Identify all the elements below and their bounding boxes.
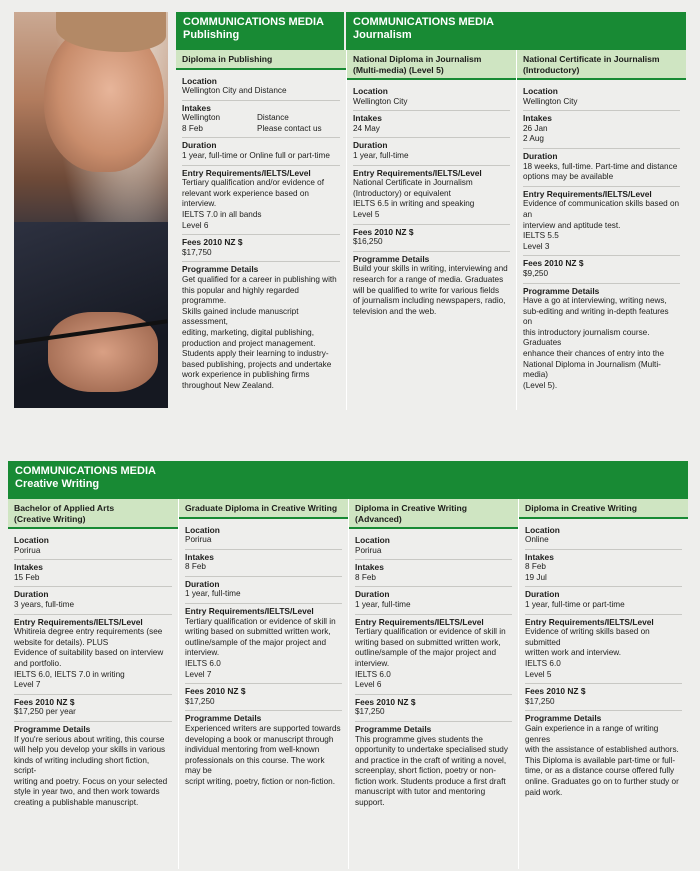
header-line2: Journalism [353, 29, 412, 41]
programme-title: Diploma in Creative Writing [519, 499, 688, 519]
duration-field [182, 138, 340, 165]
field-value: 8 Feb [355, 572, 376, 582]
fees-field [525, 684, 682, 711]
duration-field [353, 138, 510, 165]
header-line1: COMMUNICATIONS MEDIA [15, 465, 156, 477]
field-label: Intakes [185, 551, 214, 562]
field-value: National Certificate in Journalism (Introductory) or equivalent IELTS 6.5 in writing and speaking Level 5 [353, 178, 475, 219]
intakes-field [185, 550, 342, 577]
field-label: Duration [185, 578, 220, 589]
field-label: Entry Requirements/IELTS/Level [353, 167, 482, 178]
location-field [353, 84, 510, 111]
field-value: Evidence of writing skills based on submitted written work and interview. IELTS 6.0 Level 5 [525, 627, 650, 679]
field-label: Entry Requirements/IELTS/Level [355, 616, 484, 627]
duration-field [185, 577, 342, 604]
field-label: Entry Requirements/IELTS/Level [185, 606, 314, 617]
field-label: Programme Details [14, 723, 91, 734]
details-field [185, 711, 342, 790]
field-value: If you're serious about writing, this course will help you develop your skills in various kinds of writing including short fiction, script- writing and poetry. Focus on your selected style in year two, and then work towards creating a publishable manuscript. [14, 734, 168, 808]
details-field [525, 711, 682, 801]
field-value: Gain experience in a range of writing genres with the assistance of established authors. This Diploma is available part-time or full- time, or as a distance course offered fully online. Graduates go on to further study or paid work. [525, 724, 679, 797]
field-value: Wellington City and Distance [182, 86, 287, 96]
field-value: 24 May [353, 123, 380, 133]
field-value: Wellington City [353, 96, 408, 106]
entry-field [14, 615, 172, 695]
fees-field [523, 256, 680, 283]
intakes-field [523, 111, 680, 149]
header-line1: COMMUNICATIONS MEDIA [183, 16, 324, 28]
entry-field [523, 187, 680, 257]
programme-title: Bachelor of Applied Arts (Creative Writing) [8, 499, 178, 529]
publishing-header [176, 12, 344, 50]
field-value: Evidence of communication skills based on an interview and aptitude test. IELTS 5.5 Level 3 [523, 199, 680, 251]
fees-field [185, 684, 342, 711]
programme-title: Diploma in Publishing [176, 50, 346, 70]
fees-field [182, 235, 340, 262]
field-value: $17,250 per year [14, 707, 76, 717]
fees-field [14, 695, 172, 722]
field-label: Intakes [353, 113, 382, 124]
field-label: Entry Requirements/IELTS/Level [14, 616, 143, 627]
field-label: Fees 2010 NZ $ [14, 696, 75, 707]
location-field [525, 523, 682, 550]
field-value: Online [525, 535, 549, 545]
field-value: $17,250 [525, 696, 555, 706]
field-label: Entry Requirements/IELTS/Level [525, 616, 654, 627]
programme-column [178, 499, 348, 869]
details-field [14, 722, 172, 812]
field-label: Location [525, 524, 560, 535]
field-value: Whitireia degree entry requirements (see website for details). PLUS Evidence of suitability based on interview and portfolio. IELTS 6.0, IELTS 7.0 in writing Level 7 [14, 627, 164, 690]
field-label: Duration [353, 140, 388, 151]
programme-column [346, 50, 516, 410]
field-label: Location [355, 535, 390, 545]
field-label: Entry Requirements/IELTS/Level [523, 188, 652, 199]
journalism-header [346, 12, 686, 50]
field-value: 1 year, full-time [185, 589, 241, 599]
field-label: Intakes [525, 551, 554, 562]
field-value: 1 year, full-time [353, 150, 409, 160]
field-label: Location [523, 86, 558, 96]
field-label: Intakes [355, 562, 384, 573]
field-value: 15 Feb [14, 572, 40, 582]
intakes-field [355, 560, 512, 587]
field-label: Programme Details [185, 713, 262, 724]
programme-title: National Diploma in Journalism (Multi-media) (Level 5) [347, 50, 516, 80]
field-value: 8 Feb [185, 562, 206, 572]
field-label: Programme Details [525, 713, 602, 724]
field-value: Distance Please contact us [257, 113, 322, 133]
entry-field [355, 615, 512, 695]
details-field [182, 262, 340, 394]
field-value: 8 Feb 19 Jul [525, 562, 547, 582]
location-field [523, 84, 680, 111]
field-label: Location [185, 524, 220, 535]
field-value: Porirua [14, 545, 41, 555]
programme-column [348, 499, 518, 869]
field-value: Get qualified for a career in publishing with this popular and highly regarded programme. Skills gained include manuscript assessment, editing, marketing, digital publishing, production and project management. Students apply their learning to industry- based publishing, projects and undertake work experience in publishing firms throughout New Zealand. [182, 275, 337, 390]
field-label: Duration [525, 589, 560, 600]
field-label: Fees 2010 NZ $ [355, 696, 416, 707]
field-label: Programme Details [353, 253, 430, 264]
entry-field [185, 604, 342, 684]
field-value: Porirua [355, 545, 382, 555]
header-line2: Creative Writing [15, 478, 100, 490]
location-field [14, 533, 172, 560]
programme-column [176, 50, 346, 410]
field-value: Wellington 8 Feb [182, 113, 221, 133]
field-value: 3 years, full-time [14, 599, 75, 609]
field-label: Fees 2010 NZ $ [353, 226, 414, 237]
duration-field [523, 149, 680, 187]
field-value: 26 Jan 2 Aug [523, 123, 548, 144]
field-value: 1 year, full-time or part-time [525, 600, 625, 610]
header-line1: COMMUNICATIONS MEDIA [353, 16, 494, 28]
field-label: Programme Details [355, 723, 432, 734]
field-label: Programme Details [523, 285, 600, 296]
details-field [523, 284, 680, 395]
field-label: Location [182, 75, 217, 86]
field-value: 18 weeks, full-time. Part-time and distance options may be available [523, 161, 678, 182]
entry-field [182, 166, 340, 236]
field-value: This programme gives students the opportunity to undertake specialised study and practice in the craft of writing a novel, screenplay, short fiction, poetry or non- fiction work. Students produce a first draft manuscript with tutor and mentoring support. [355, 734, 508, 808]
field-value: Experienced writers are supported towards developing a book or manuscript through individual mentoring from well-known professionals on this course. The work may be script writing, poetry, fiction or non-fiction. [185, 724, 341, 786]
field-value: Have a go at interviewing, writing news, sub-editing and writing in-depth features on this introductory journalism course. Graduates enhance their chances of entry into the National Diploma in Journalism (Multi-media) (Level 5). [523, 296, 669, 390]
intakes-field [525, 550, 682, 588]
fees-field [353, 225, 510, 252]
field-label: Fees 2010 NZ $ [185, 686, 246, 697]
field-value: Build your skills in writing, interviewing and research for a range of media. Graduates will be qualified to write for various fields of journalism including newspapers, radio, television and the web. [353, 264, 508, 316]
field-value: $17,750 [182, 247, 212, 257]
field-label: Fees 2010 NZ $ [182, 237, 243, 248]
field-value: Porirua [185, 535, 212, 545]
field-label: Programme Details [182, 264, 259, 275]
field-label: Duration [182, 140, 217, 151]
field-label: Location [14, 535, 49, 545]
field-label: Fees 2010 NZ $ [523, 258, 584, 269]
field-value: Tertiary qualification or evidence of skill in writing based on submitted written work, outline/sample of the major project and interview. IELTS 6.0 Level 6 [355, 627, 506, 690]
field-value: $9,250 [523, 268, 549, 278]
fees-field [355, 695, 512, 722]
details-field [355, 722, 512, 812]
field-label: Location [353, 86, 388, 96]
field-value: $17,250 [355, 707, 385, 717]
field-label: Duration [523, 150, 558, 161]
field-value: 1 year, full-time [355, 599, 411, 609]
field-value: $17,250 [185, 696, 215, 706]
programme-column [518, 499, 688, 869]
student-photo [14, 12, 168, 408]
duration-field [525, 587, 682, 614]
intakes-field [353, 111, 510, 138]
programme-title: Diploma in Creative Writing (Advanced) [349, 499, 518, 529]
header-line2: Publishing [183, 29, 240, 41]
duration-field [355, 587, 512, 614]
location-field [185, 523, 342, 550]
intakes-field [182, 101, 340, 139]
field-value: 1 year, full-time or Online full or part-time [182, 151, 330, 161]
details-field [353, 252, 510, 321]
field-value: Tertiary qualification or evidence of skill in writing based on submitted written work, outline/sample of the major project and interview. IELTS 6.0 Level 7 [185, 616, 336, 679]
field-value: $16,250 [353, 237, 383, 247]
field-label: Intakes [14, 562, 43, 573]
entry-field [353, 166, 510, 225]
field-label: Intakes [523, 113, 552, 124]
field-label: Duration [355, 589, 390, 600]
duration-field [14, 587, 172, 614]
location-field [182, 74, 340, 101]
programme-title: Graduate Diploma in Creative Writing [179, 499, 348, 519]
location-field [355, 533, 512, 560]
intakes-field [14, 560, 172, 587]
programme-column [516, 50, 686, 410]
field-label: Intakes [182, 102, 211, 113]
field-label: Duration [14, 589, 49, 600]
field-value: Wellington City [523, 96, 578, 106]
field-label: Fees 2010 NZ $ [525, 686, 586, 697]
field-value: Tertiary qualification and/or evidence of relevant work experience based on interview. IELTS 7.0 in all bands Level 6 [182, 178, 324, 230]
programme-title: National Certificate in Journalism (Introductory) [517, 50, 686, 80]
programme-column [8, 499, 178, 869]
entry-field [525, 615, 682, 685]
creative-writing-header [8, 461, 688, 499]
field-label: Entry Requirements/IELTS/Level [182, 167, 311, 178]
